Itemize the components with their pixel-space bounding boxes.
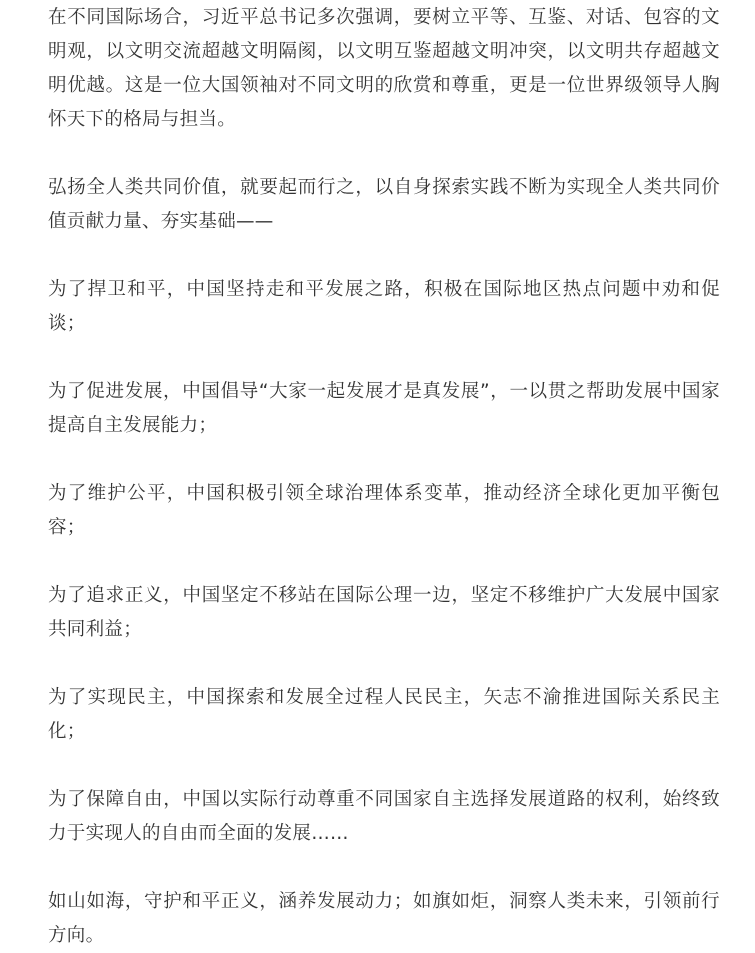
paragraph-democracy: 为了实现民主，中国探索和发展全过程人民民主，矢志不渝推进国际关系民主化； [48, 687, 720, 742]
paragraph-civilization-view: 在不同国际场合，习近平总书记多次强调，要树立平等、互鉴、对话、包容的文明观，以文明交流超越文明隔阂，以文明互鉴超越文明冲突，以文明共存超越文明优越。这是一位大国领袖对不同文明的欣赏和尊重，更是一位世界级领导人胸怀天下的格局与担当。 [48, 7, 720, 130]
paragraph-common-values: 弘扬全人类共同价值，就要起而行之，以自身探索实践不断为实现全人类共同价值贡献力量、夯实基础—— [48, 177, 720, 232]
article-body [48, 0, 720, 953]
paragraph-development: 为了促进发展，中国倡导“大家一起发展才是真发展”，一以贯之帮助发展中国家提高自主发展能力； [48, 381, 720, 436]
paragraph-justice: 为了追求正义，中国坚定不移站在国际公理一边，坚定不移维护广大发展中国家共同利益； [48, 585, 720, 640]
paragraph-freedom: 为了保障自由，中国以实际行动尊重不同国家自主选择发展道路的权利，始终致力于实现人的自由而全面的发展…… [48, 789, 720, 844]
paragraph-conclusion: 如山如海，守护和平正义，涵养发展动力；如旗如炬，洞察人类未来，引领前行方向。 [48, 891, 720, 946]
paragraph-peace: 为了捍卫和平，中国坚持走和平发展之路，积极在国际地区热点问题中劝和促谈； [48, 279, 720, 334]
paragraph-fairness: 为了维护公平，中国积极引领全球治理体系变革，推动经济全球化更加平衡包容； [48, 483, 720, 538]
